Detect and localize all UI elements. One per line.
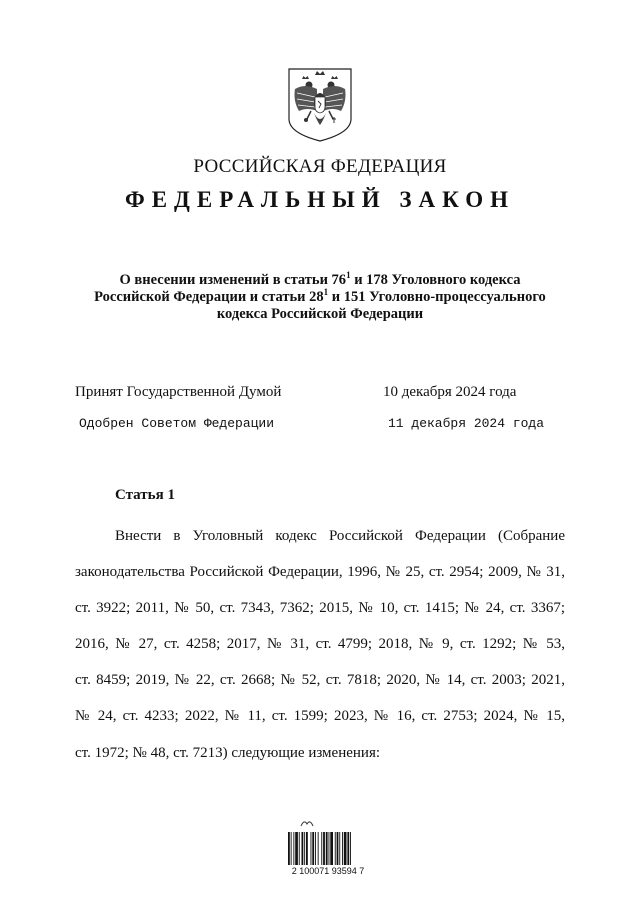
barcode-bar — [342, 832, 343, 865]
barcode-bar — [326, 832, 328, 865]
barcode-bar — [329, 832, 330, 865]
law-title-line-2-part-b: и 151 Уголовно-процессуального — [328, 289, 546, 305]
document-barcode — [280, 820, 376, 880]
approved-date: 11 декабря 2024 года — [388, 416, 545, 431]
law-title-line-2 — [80, 289, 560, 306]
barcode-bar — [323, 832, 325, 865]
law-title-line-1-sup: 1 — [346, 270, 351, 281]
article-1-line: 2016, № 27, ст. 4258; 2017, № 31, ст. 4799; 2018, № 9, ст. 1292; № 53, — [75, 636, 565, 653]
law-type-heading: ФЕДЕРАЛЬНЫЙ ЗАКОН — [124, 187, 516, 212]
barcode-bar — [295, 832, 298, 865]
law-title-line-3: кодекса Российской Федерации — [216, 306, 424, 322]
coat-of-arms-emblem — [287, 67, 353, 143]
barcode-bar — [318, 832, 319, 865]
barcode-bar — [291, 832, 292, 865]
adopted-date: 10 декабря 2024 года — [383, 384, 517, 400]
article-1-line: ст. 3922; 2011, № 50, ст. 7343, 7362; 2015, № 10, ст. 1415; № 24, ст. 3367; — [75, 600, 565, 617]
barcode-bar — [335, 832, 336, 865]
article-1-body — [75, 518, 565, 771]
barcode-number: 2 100071 93594 7 — [291, 866, 365, 876]
barcode-bar — [350, 832, 351, 865]
barcode-bar — [299, 832, 300, 865]
barcode-bar — [306, 832, 308, 865]
barcode-bar — [337, 832, 339, 865]
barcode-bar — [293, 832, 294, 865]
article-1-line: № 24, ст. 4233; 2022, № 11, ст. 1599; 2023, № 16, ст. 2753; 2024, № 15, — [75, 708, 565, 725]
barcode-bar — [330, 832, 333, 865]
article-1-line: ст. 1972; № 48, ст. 7213) следующие изменения: — [75, 744, 381, 761]
article-1-line: Внести в Уголовный кодекс Российской Федерации (Собрание — [115, 528, 565, 544]
barcode-bar — [311, 832, 312, 865]
barcode-bar — [302, 832, 304, 865]
barcode-bar — [288, 832, 290, 865]
law-title-line-2-part-a: Российской Федерации и статьи 28 — [94, 289, 324, 305]
country-heading: РОССИЙСКАЯ ФЕДЕРАЦИЯ — [193, 156, 447, 177]
article-1-title: Статья 1 — [115, 487, 175, 503]
law-title-line-1-part-b: и 178 Уголовного кодекса — [350, 272, 521, 288]
law-title-line-1 — [80, 272, 560, 289]
barcode-bar — [315, 832, 316, 865]
adopted-label: Принят Государственной Думой — [75, 384, 282, 400]
law-title — [80, 272, 560, 323]
law-title-line-2-sup: 1 — [323, 287, 329, 298]
barcode-mark-icon — [300, 818, 314, 830]
barcode-bar — [304, 832, 305, 865]
approved-label: Одобрен Советом Федерации — [79, 416, 275, 431]
article-1-line: законодательства Российской Федерации, 1996, № 25, ст. 2954; 2009, № 31, — [75, 564, 565, 581]
barcode-bar — [344, 832, 347, 865]
barcode-bar — [312, 832, 314, 865]
barcode-bar — [339, 832, 340, 865]
law-title-line-1-part-a: О внесении изменений в статьи 76 — [119, 272, 347, 288]
article-1-line: ст. 8459; 2019, № 22, ст. 2668; № 52, ст. 7818; 2020, № 14, ст. 2003; 2021, — [75, 672, 565, 689]
barcode-bars — [288, 832, 368, 865]
barcode-bar — [347, 832, 349, 865]
barcode-bar — [321, 832, 322, 865]
